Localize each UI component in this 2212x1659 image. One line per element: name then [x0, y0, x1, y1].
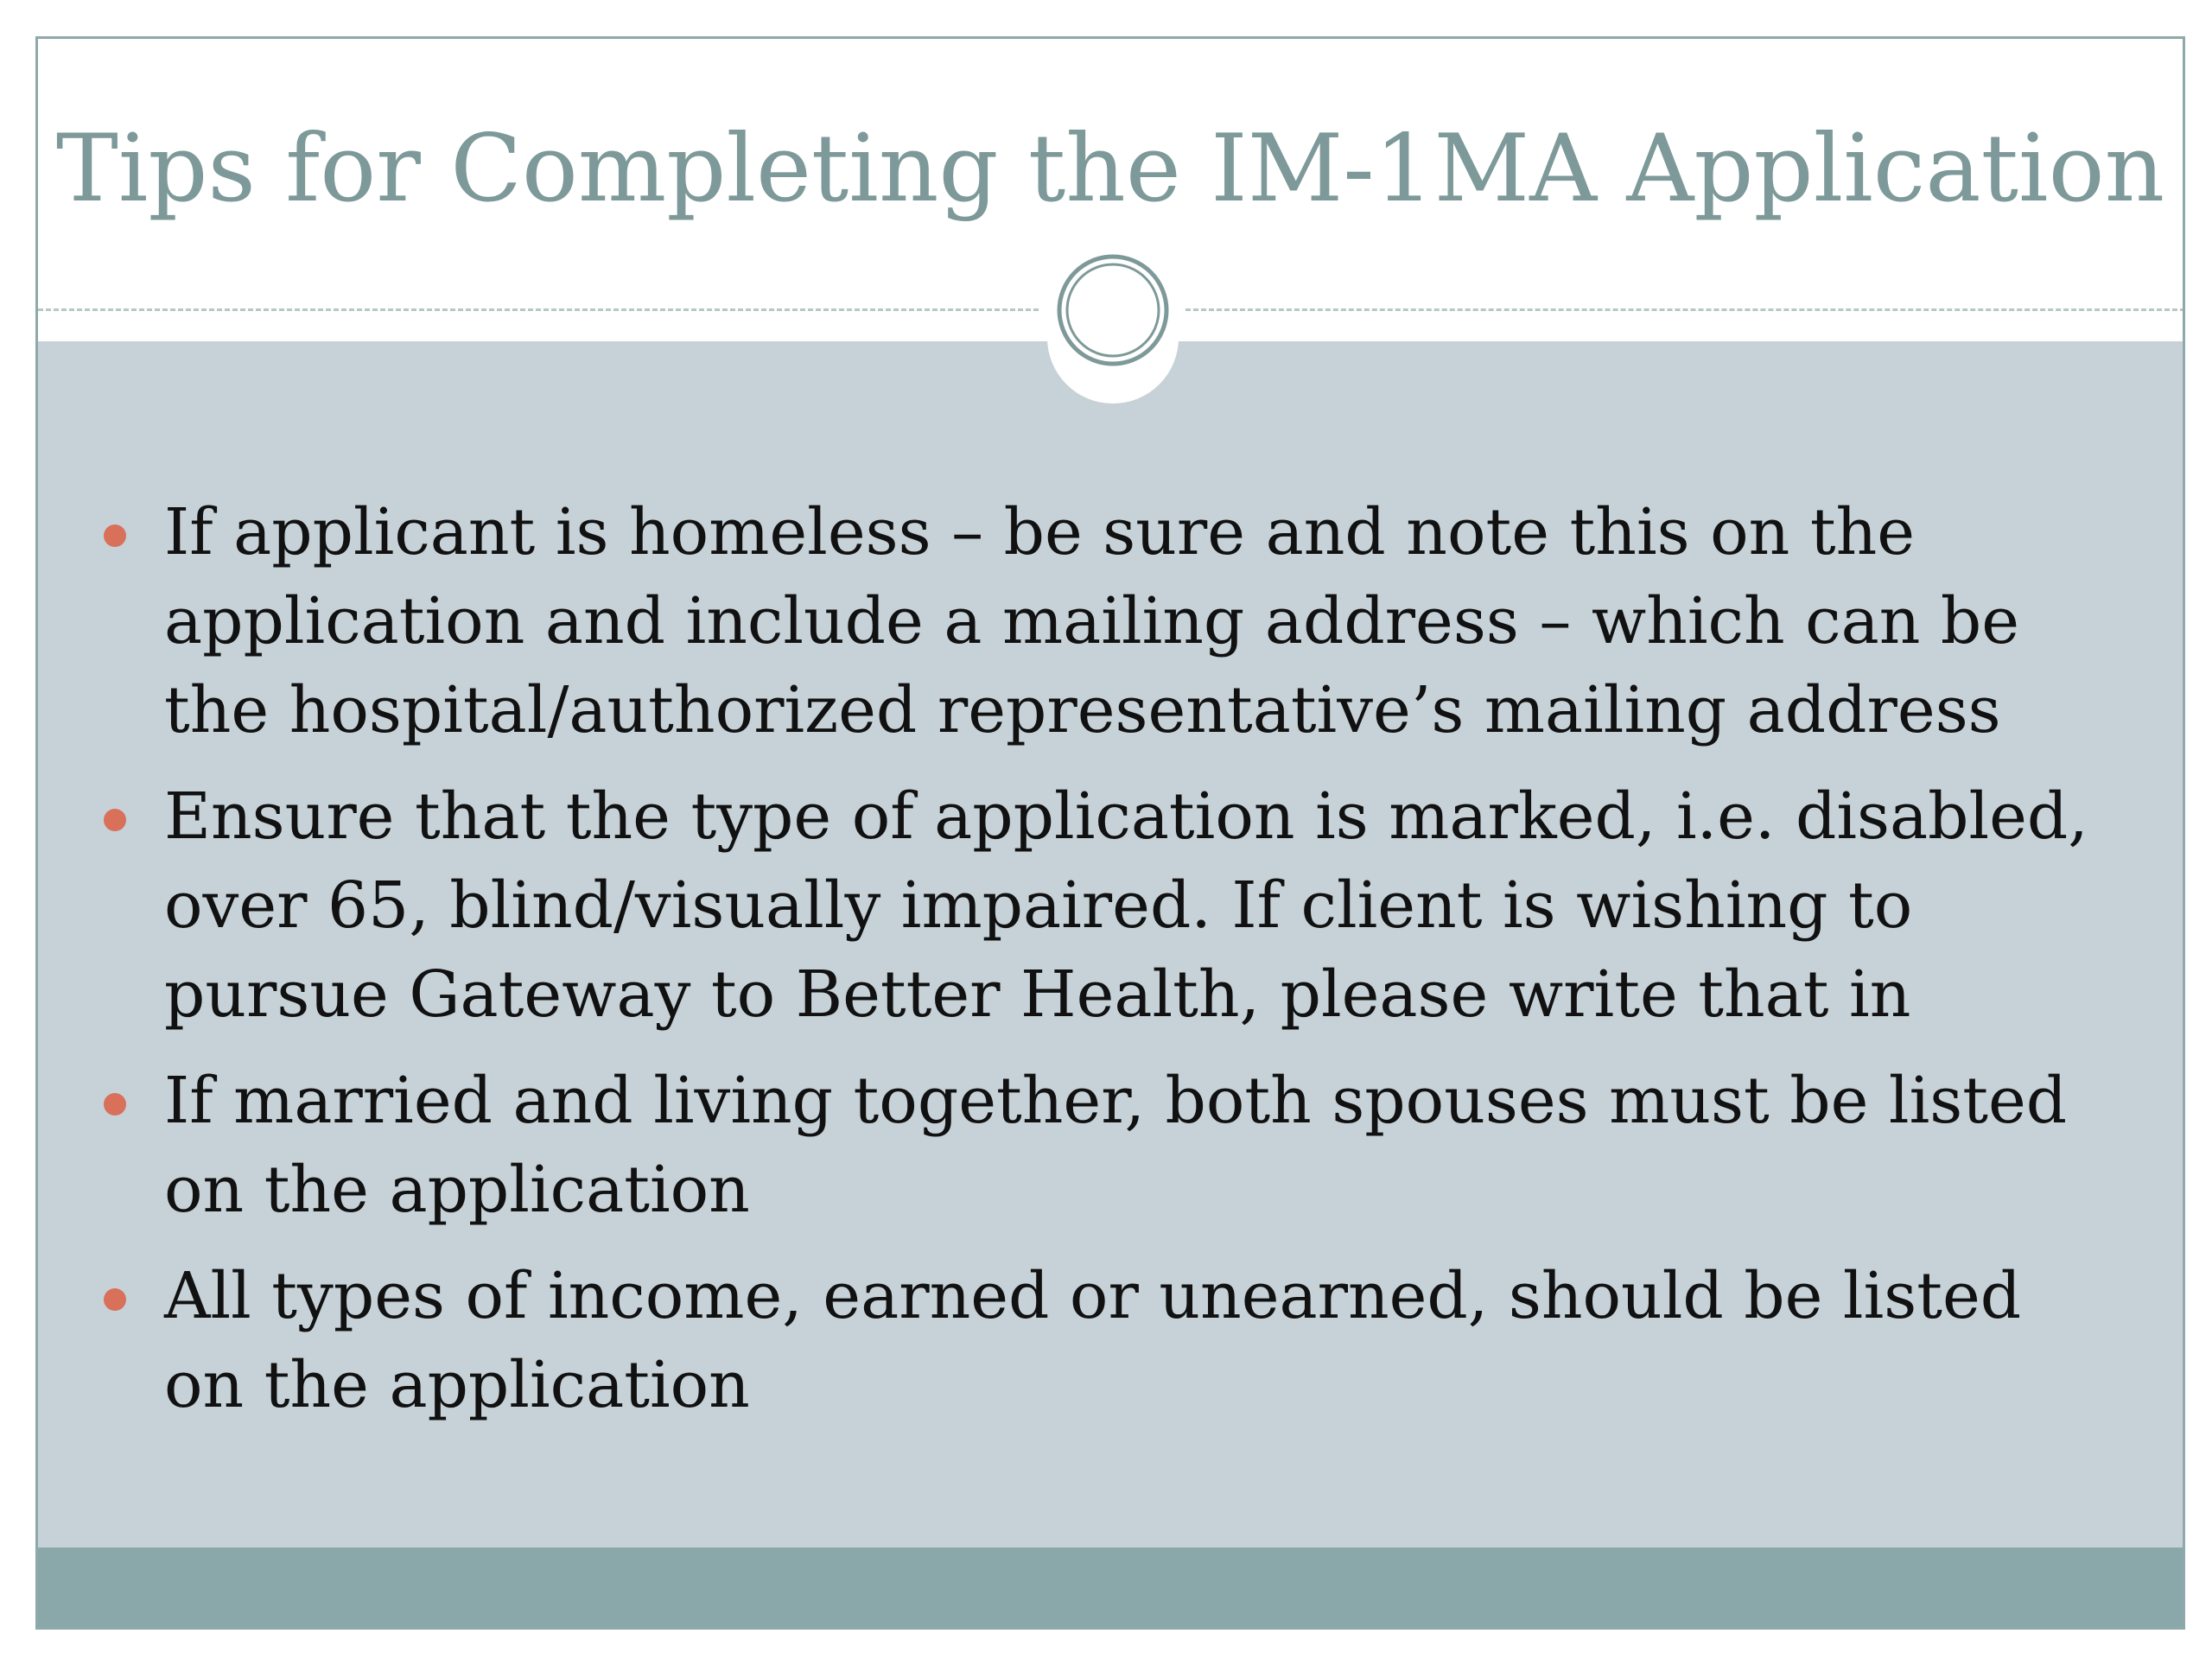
- bullet-text: If married and living together, both spouses must be listed on the application: [164, 1064, 2068, 1227]
- list-item: [38, 488, 2183, 755]
- bullet-dot-icon: [104, 1288, 126, 1311]
- bullet-list: [38, 488, 2183, 1447]
- double-ring-circle-icon: [1056, 253, 1170, 367]
- bullet-text: If applicant is homeless – be sure and note this on the application and include a mailing address – which can be the hospital/authorized representative’s mailing address: [164, 495, 2020, 747]
- bullet-text: Ensure that the type of application is marked, i.e. disabled, over 65, blind/visually impaired. If client is wishing to pursue Gateway to Better Health, please write that in: [164, 779, 2088, 1032]
- list-item: [38, 772, 2183, 1039]
- bullet-dot-icon: [104, 524, 126, 547]
- bullet-text: All types of income, earned or unearned, should be listed on the application: [164, 1259, 2022, 1422]
- footer-band: [38, 1548, 2183, 1627]
- list-item: [38, 1057, 2183, 1235]
- title-divider-left: [38, 308, 1039, 311]
- slide: [35, 36, 2185, 1630]
- title-divider-right: [1185, 308, 2185, 311]
- slide-title: Tips for Completing the IM-1MA Application: [55, 115, 2165, 223]
- bullet-dot-icon: [104, 809, 126, 831]
- bullet-dot-icon: [104, 1093, 126, 1116]
- list-item: [38, 1252, 2183, 1430]
